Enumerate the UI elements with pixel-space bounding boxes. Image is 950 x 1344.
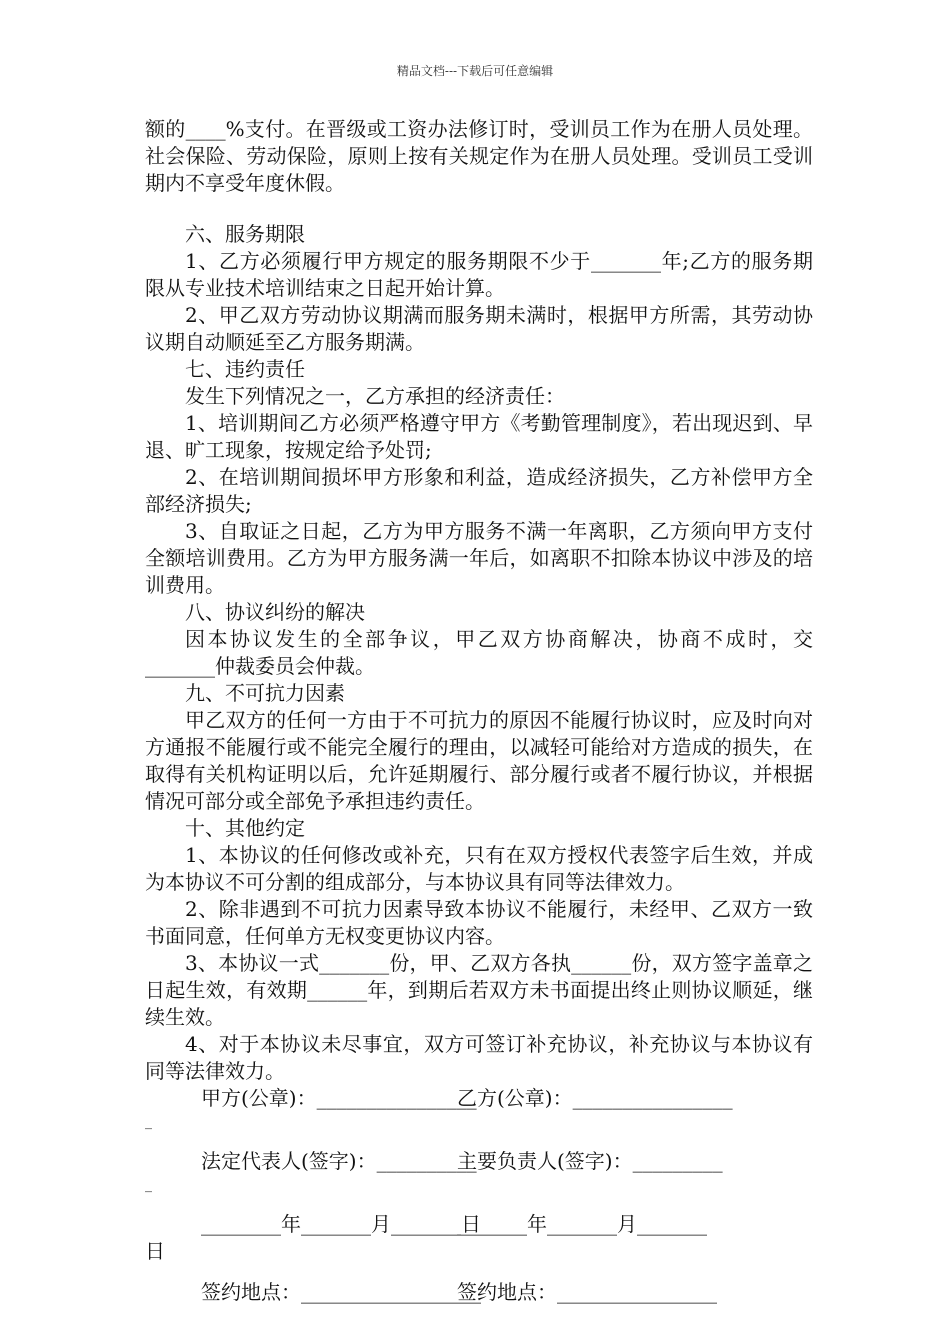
paragraph-salary-clause: 额的____%支付。在晋级或工资办法修订时，受训员工作为在册人员处理。社会保险、劳动保险，原则上按有关规定作为在册人员处理。受训员工受训期内不享受年度休假。	[145, 117, 813, 195]
signature-row-date-tail: 日	[145, 1239, 165, 1263]
heading-other-terms: 十、其他约定	[185, 816, 305, 840]
party-b-date: _______年_______月_______	[457, 1212, 707, 1236]
heading-breach-liability: 七、违约责任	[185, 357, 305, 381]
signature-row-place	[145, 1279, 813, 1306]
party-a-place: 签约地点：__________________	[201, 1280, 481, 1304]
page-header: 精品文档---下载后可任意编辑	[396, 64, 554, 78]
paragraph-other-4: 4、对于本协议未尽事宜，双方可签订补充协议，补充协议与本协议有同等法律效力。	[145, 1032, 813, 1083]
heading-force-majeure: 九、不可抗力因素	[185, 681, 345, 705]
paragraph-breach-2: 2、在培训期间损坏甲方形象和利益，造成经济损失，乙方补偿甲方全部经济损失;	[145, 465, 813, 516]
paragraph-breach-3: 3、自取证之日起，乙方为甲方服务不满一年离职，乙方须向甲方支付全额培训费用。乙方为甲方服务满一年后，如离职不扣除本协议中涉及的培训费用。	[145, 519, 813, 597]
party-a-seal: 甲方(公章)：________________	[201, 1086, 477, 1110]
signature-row-date	[145, 1211, 813, 1238]
party-b-seal: 乙方(公章)：________________	[457, 1086, 733, 1110]
paragraph-force-majeure: 甲乙双方的任何一方由于不可抗力的原因不能履行协议时，应及时向对方通报不能履行或不能完全履行的理由，以减轻可能给对方造成的损失，在取得有关机构证明以后，允许延期履行、部分履行或者不履行协议，并根据情况可部分或全部免予承担违约责任。	[145, 708, 813, 813]
signature-row-representative-tail: _	[145, 1177, 152, 1193]
paragraph-service-period-2: 2、甲乙双方劳动协议期满而服务期未满时，根据甲方所需，其劳动协议期自动顺延至乙方服务期满。	[145, 303, 813, 354]
party-b-representative: 主要负责人(签字)：_________	[457, 1149, 723, 1173]
paragraph-breach-1: 1、培训期间乙方必须严格遵守甲方《考勤管理制度》，若出现迟到、早退、旷工现象，按规定给予处罚;	[145, 411, 813, 462]
document-body	[145, 116, 813, 1306]
party-a-date: ________年_______月_______日	[201, 1212, 481, 1236]
heading-service-period: 六、服务期限	[185, 222, 305, 246]
paragraph-other-3: 3、本协议一式_______份，甲、乙双方各执______份，双方签字盖章之日起生效，有效期______年，到期后若双方未书面提出终止则协议顺延，继续生效。	[145, 951, 813, 1029]
paragraph-dispute: 因本协议发生的全部争议，甲乙双方协商解决，协商不成时，交_______仲裁委员会仲裁。	[145, 627, 813, 678]
party-b-place: 签约地点：________________	[457, 1280, 717, 1304]
signature-row-seal	[145, 1085, 813, 1112]
party-a-representative: 法定代表人(签字)：__________	[201, 1149, 477, 1173]
paragraph-other-2: 2、除非遇到不可抗力因素导致本协议不能履行，未经甲、乙双方一致书面同意，任何单方无权变更协议内容。	[145, 897, 813, 948]
paragraph-service-period-1: 1、乙方必须履行甲方规定的服务期限不少于_______年;乙方的服务期限从专业技术培训结束之日起开始计算。	[145, 249, 813, 300]
paragraph-gap	[145, 197, 813, 221]
signature-block	[145, 1085, 813, 1306]
signature-row-representative	[145, 1148, 813, 1175]
heading-dispute-resolution: 八、协议纠纷的解决	[185, 600, 365, 624]
paragraph-breach-intro: 发生下列情况之一，乙方承担的经济责任：	[185, 384, 565, 408]
signature-row-seal-tail: _	[145, 1114, 152, 1130]
paragraph-other-1: 1、本协议的任何修改或补充，只有在双方授权代表签字后生效，并成为本协议不可分割的组成部分，与本协议具有同等法律效力。	[145, 843, 813, 894]
